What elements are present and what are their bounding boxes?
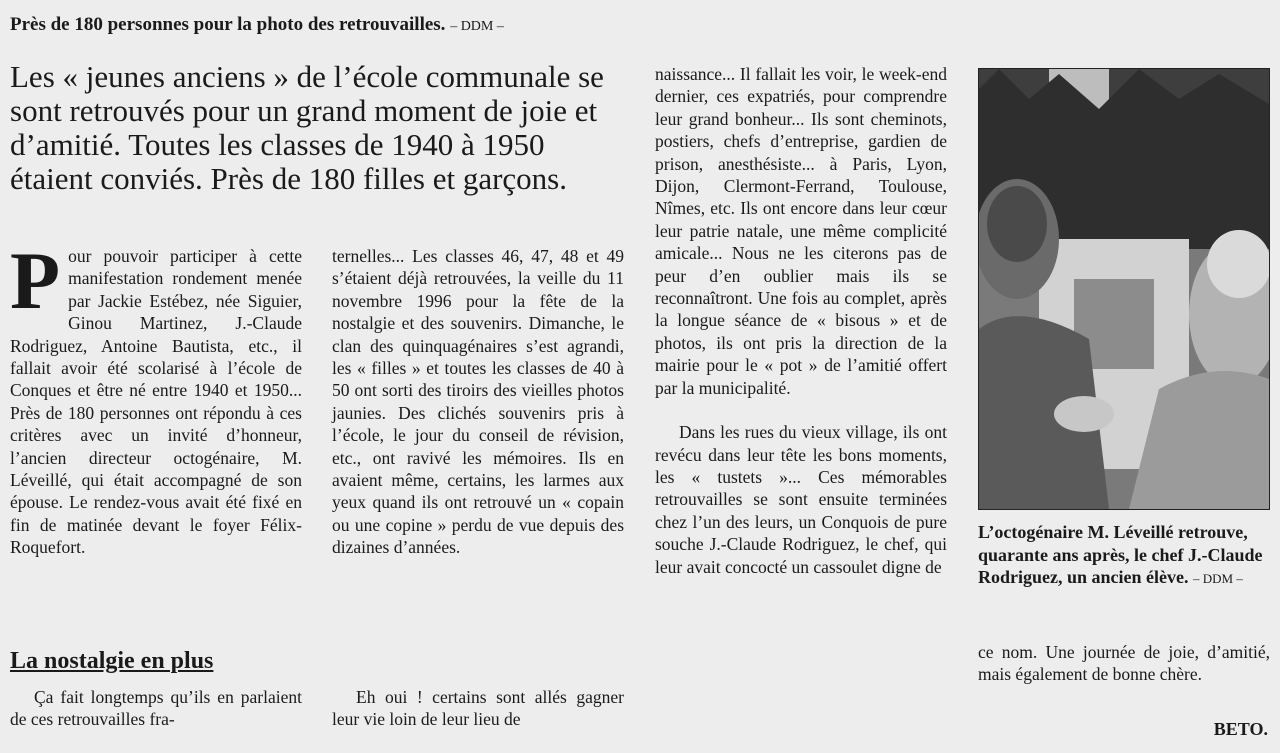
article-column-1-continued — [10, 686, 302, 731]
article-column-4 — [978, 641, 1270, 686]
article-column-3 — [655, 63, 947, 578]
photo-caption-text: L’octogénaire M. Léveillé retrouve, quarante ans après, le chef J.-Claude Rodriguez, un ancien élève. — [978, 522, 1263, 587]
author-signature: BETO. — [1213, 719, 1268, 739]
top-caption-text: Près de 180 personnes pour la photo des retrouvailles. — [10, 14, 446, 35]
article-paragraph-7: ce nom. Une journée de joie, d’amitié, mais également de bonne chère. — [978, 642, 1270, 685]
article-subhead: La nostalgie en plus — [10, 648, 214, 674]
photo-caption — [978, 521, 1270, 591]
article-paragraph-1: our pouvoir participer à cette manifestation rondement menée par Jackie Estébez, née Siguier, Ginou Martinez, J.-Claude Rodriguez, Antoine Bautista, etc., il fallait avoir été scolarisé à l’école de Conques et être né entre 1940 et 1950... Près de 180 personnes ont répondu à ces critères avec un invité d’honneur, l’ancien directeur octogénaire, M. Léveillé, qui était accompagné de son épouse. Le rendez-vous avait été fixé en fin de matinée devant le foyer Félix-Roquefort. — [10, 246, 302, 558]
article-lead: Les « jeunes anciens » de l’école communale se sont retrouvés pour un grand moment de joie et d’amitié. Toutes les classes de 1940 à 1950 étaient conviés. Près de 180 filles et garçons. — [10, 59, 604, 196]
article-column-2-continued — [332, 686, 624, 731]
article-paragraph-2: Ça fait longtemps qu’ils en parlaient de ces retrouvailles fra- — [10, 687, 302, 730]
article-column-2 — [332, 245, 624, 559]
photo-image — [979, 69, 1269, 509]
article-paragraph-5: naissance... Il fallait les voir, le week-end dernier, ces expatriés, pour comprendre leur grand bonheur... Ils sont cheminots, postiers, chefs d’entreprise, gardien de prison, anesthésiste... à Paris, Lyon, Dijon, Clermont-Ferrand, Toulouse, Nîmes, etc. Ils ont encore dans leur cœur leur patrie natale, une même complicité amicale... Nous ne les citerons pas de peur d’en oublier mais ils se reconnaîtront. Une fois au complet, après la longue séance de « bisous » et de photos, ils ont pris la direction de la mairie pour le « pot » de l’amitié offert par la municipalité. — [655, 64, 947, 398]
article-photo — [978, 68, 1270, 510]
photo-caption-credit: – DDM – — [1192, 571, 1243, 586]
article-column-1 — [10, 235, 302, 559]
article-paragraph-6: Dans les rues du vieux village, ils ont revécu dans leur tête les bons moments, les « tustets »... Ces mémorables retrouvailles se sont ensuite terminées chez l’un des leurs, un Conquois de pure souche J.-Claude Rodriguez, le chef, qui leur avait concocté un cassoulet digne de — [655, 422, 947, 577]
top-photo-caption — [10, 14, 504, 36]
article-paragraph-4: Eh oui ! certains sont allés gagner leur vie loin de leur lieu de — [332, 687, 624, 730]
drop-cap: P — [10, 235, 61, 326]
article-paragraph-3: ternelles... Les classes 46, 47, 48 et 49 s’étaient déjà retrouvées, la veille du 11 novembre 1996 pour la fête de la nostalgie et des souvenirs. Dimanche, le clan des quinquagénaires s’est agrandi, les « filles » et toutes les classes de 40 à 50 ont sorti des tiroirs des vieilles photos jaunies. Des clichés souvenirs pris à l’école, le jour du conseil de révision, etc., ont ravivé les mémoires. Ils en avaient même, certains, les larmes aux yeux quand ils ont retrouvé un « copain ou une copine » perdu de vue depuis des dizaines d’années. — [332, 246, 624, 558]
top-caption-credit: – DDM – — [450, 19, 504, 34]
